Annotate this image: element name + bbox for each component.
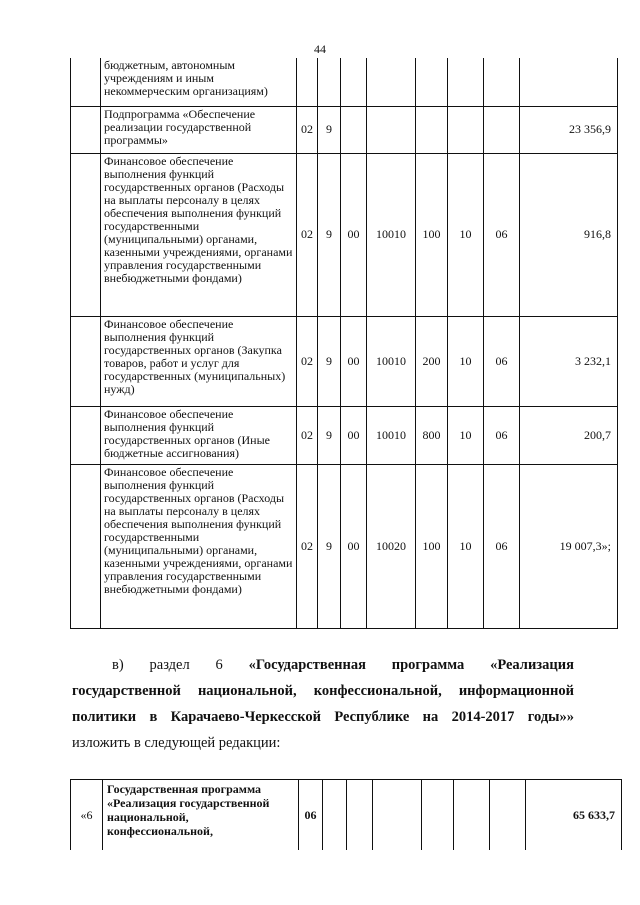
row-name-cell: Финансовое обеспечение выполнения функций государственных органов (Иные бюджетные ассигнования) — [101, 406, 297, 464]
code-cell — [448, 106, 484, 153]
code-cell: 02 — [297, 106, 318, 153]
program-table — [70, 779, 622, 850]
code-cell: 06 — [484, 153, 520, 316]
code-cell: 06 — [484, 406, 520, 464]
row-number-cell — [71, 58, 101, 106]
code-cell: 9 — [318, 316, 341, 406]
table-row — [71, 464, 618, 628]
row-name-cell: Финансовое обеспечение выполнения функций государственных органов (Расходы на выплаты персоналу в целях обеспечения выполнения функций государственными (муниципальными) органами, казенными учреждениями, органами управления государственными внебюджетными фондами) — [101, 153, 297, 316]
code-cell: 00 — [341, 464, 367, 628]
row-name-cell: Финансовое обеспечение выполнения функций государственных органов (Закупка товаров, работ и услуг для государственных (муниципальных) нужд) — [101, 316, 297, 406]
code-cell: 00 — [341, 406, 367, 464]
table-row — [71, 106, 618, 153]
code-cell: 06 — [484, 316, 520, 406]
paragraph-word: программа — [391, 657, 465, 673]
amount-cell: 916,8 — [520, 153, 618, 316]
paragraph-line: изложить в следующей редакции: — [72, 735, 281, 751]
code-cell — [367, 106, 416, 153]
code-cell: 9 — [318, 106, 341, 153]
paragraph-word: политики — [72, 709, 137, 725]
table-row — [71, 316, 618, 406]
code-cell: 800 — [416, 406, 448, 464]
amount-cell: 19 007,3»; — [520, 464, 618, 628]
code-cell — [448, 58, 484, 106]
code-cell: 02 — [297, 153, 318, 316]
code-cell: 00 — [341, 316, 367, 406]
code-cell: 200 — [416, 316, 448, 406]
paragraph-word: Республике — [334, 709, 410, 725]
code-cell: 9 — [318, 406, 341, 464]
budget-table — [70, 58, 618, 629]
row-name-cell: Государственная программа «Реализация государственной национальной, конфессиональной, — [103, 780, 299, 850]
code-cell: 02 — [297, 316, 318, 406]
table-row — [71, 153, 618, 316]
row-number-cell — [71, 153, 101, 316]
paragraph-word: «Государственная — [248, 657, 366, 673]
code-cell — [416, 58, 448, 106]
code-cell — [347, 780, 373, 850]
paragraph-line — [72, 704, 574, 730]
paragraph-line — [72, 652, 574, 678]
code-cell: 06 — [299, 780, 323, 850]
amount-cell: 3 232,1 — [520, 316, 618, 406]
row-number-cell: «6 — [71, 780, 103, 850]
table-row — [71, 406, 618, 464]
code-cell: 10010 — [367, 406, 416, 464]
page-number: 44 — [314, 42, 326, 56]
paragraph-word: «Реализация — [490, 657, 574, 673]
code-cell — [318, 58, 341, 106]
code-cell — [373, 780, 422, 850]
code-cell — [341, 106, 367, 153]
code-cell: 9 — [318, 464, 341, 628]
paragraph-word: государственной — [72, 683, 181, 699]
amendment-paragraph — [72, 652, 574, 756]
code-cell — [323, 780, 347, 850]
row-number-cell — [71, 316, 101, 406]
paragraph-word: национальной, — [197, 683, 297, 699]
paragraph-word: информационной — [458, 683, 574, 699]
code-cell: 100 — [416, 153, 448, 316]
code-cell: 10 — [448, 316, 484, 406]
code-cell — [341, 58, 367, 106]
code-cell: 00 — [341, 153, 367, 316]
row-name-cell: Финансовое обеспечение выполнения функций государственных органов (Расходы на выплаты персоналу в целях обеспечения выполнения функций государственными (муниципальными) органами, казенными учреждениями, органами управления государственными внебюджетными фондами) — [101, 464, 297, 628]
code-cell: 06 — [484, 464, 520, 628]
paragraph-word: годы»» — [527, 709, 574, 725]
code-cell: 100 — [416, 464, 448, 628]
paragraph-word: 2014-2017 — [451, 709, 515, 725]
amount-cell: 200,7 — [520, 406, 618, 464]
code-cell — [416, 106, 448, 153]
paragraph-word: 6 — [215, 657, 223, 673]
table-row — [71, 780, 622, 850]
paragraph-word: в — [149, 709, 158, 725]
row-name-cell: бюджетным, автономным учреждениям и иным некоммерческим организациям) — [101, 58, 297, 106]
code-cell: 10 — [448, 464, 484, 628]
code-cell: 10010 — [367, 316, 416, 406]
code-cell — [422, 780, 454, 850]
code-cell — [484, 58, 520, 106]
row-number-cell — [71, 406, 101, 464]
row-name-cell: Подпрограмма «Обеспечение реализации государственной программы» — [101, 106, 297, 153]
amount-cell: 23 356,9 — [520, 106, 618, 153]
code-cell: 10010 — [367, 153, 416, 316]
paragraph-word: в) — [112, 657, 124, 673]
code-cell: 9 — [318, 153, 341, 316]
paragraph-word: конфессиональной, — [313, 683, 442, 699]
table-row — [71, 58, 618, 106]
code-cell: 10 — [448, 406, 484, 464]
row-number-cell — [71, 106, 101, 153]
code-cell — [484, 106, 520, 153]
code-cell: 02 — [297, 464, 318, 628]
paragraph-line — [72, 678, 574, 704]
amount-cell: 65 633,7 — [526, 780, 622, 850]
paragraph-word: Карачаево-Черкесской — [170, 709, 321, 725]
code-cell — [454, 780, 490, 850]
paragraph-word: раздел — [149, 657, 190, 673]
paragraph-word: на — [422, 709, 439, 725]
code-cell — [490, 780, 526, 850]
code-cell: 02 — [297, 406, 318, 464]
row-number-cell — [71, 464, 101, 628]
code-cell — [367, 58, 416, 106]
code-cell: 10 — [448, 153, 484, 316]
code-cell — [297, 58, 318, 106]
code-cell: 10020 — [367, 464, 416, 628]
amount-cell — [520, 58, 618, 106]
